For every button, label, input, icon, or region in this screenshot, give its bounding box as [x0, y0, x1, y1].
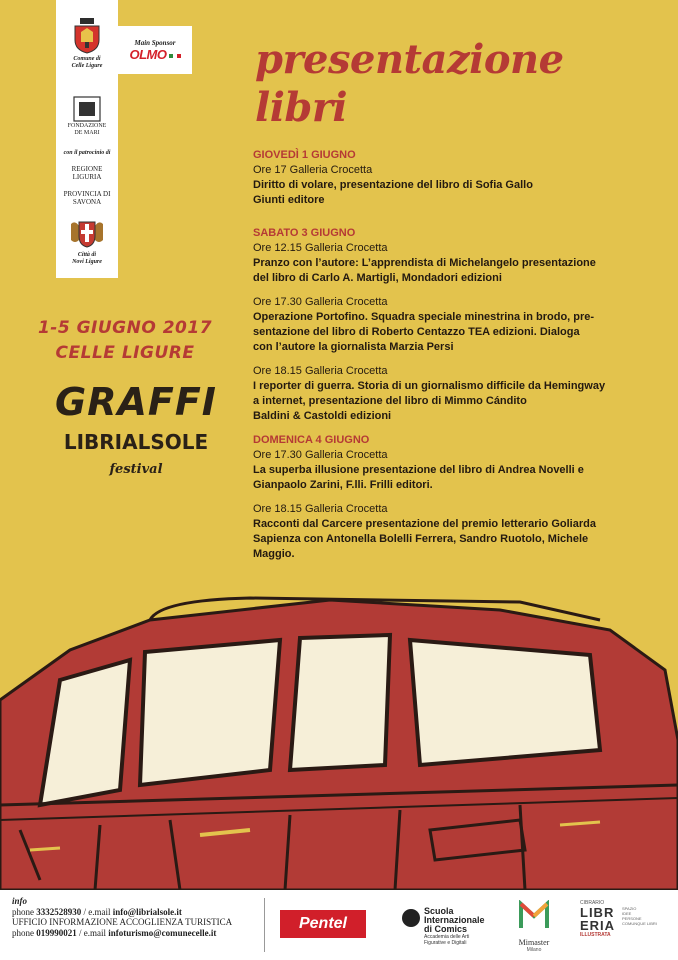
novi-ligure-crest-icon — [56, 218, 118, 253]
comics-subtitle: Accademia delle Arti Figurative e Digitali — [424, 934, 470, 946]
main-sponsor — [118, 26, 192, 74]
fondazione-label: FONDAZIONE DE MARI — [67, 123, 107, 136]
event-time: Ore 17.30 Galleria Crocetta — [253, 449, 388, 461]
headline-line2: libri — [255, 84, 348, 131]
italian-flag-icon — [169, 54, 181, 58]
info-label: info — [12, 896, 28, 906]
event-time: Ore 12.15 Galleria Crocetta — [253, 242, 388, 254]
provincia-label: PROVINCIA DI SAVONA — [63, 190, 111, 206]
phone-number[interactable]: 3332528930 — [36, 906, 82, 917]
event-title: con l’autore la giornalista Marzia Persi — [253, 341, 454, 353]
footer-divider — [264, 898, 265, 952]
patrocinio-label: con il patrocinio di — [63, 150, 111, 156]
festival-date-text: 1-5 GIUGNO 2017 — [37, 318, 213, 338]
event-title: Giunti editore — [253, 194, 325, 206]
event-title: Operazione Portofino. Squadra speciale minestrina in brodo, pre- — [253, 311, 595, 323]
sponsor-logo: OLMO — [118, 47, 192, 62]
event-time: Ore 18.15 Galleria Crocetta — [253, 503, 388, 515]
event-title: Diritto di volare, presentazione del libro di Sofia Gallo — [253, 179, 533, 191]
car-illustration — [0, 580, 678, 890]
mimaster-name: Mimaster — [518, 938, 550, 947]
day-heading: DOMENICA 4 GIUGNO — [253, 434, 370, 446]
program-list — [253, 148, 633, 562]
event-title: Maggio. — [253, 548, 295, 560]
event-title: La superba illusione presentazione del libro di Andrea Novelli e — [253, 464, 584, 476]
email-label: / e.mail — [83, 906, 111, 917]
libreria-line2: ERIA — [580, 918, 616, 933]
event-title: Baldini & Castoldi edizioni — [253, 410, 392, 422]
event-time: Ore 17.30 Galleria Crocetta — [253, 296, 388, 308]
libreria-tagline: SPAZIO IDEE PERSONE COMUNQUE LIBRI — [622, 906, 657, 926]
day-heading: GIOVEDÌ 1 GIUGNO — [253, 149, 356, 161]
librialsole-logo: LIBRIALSOLE — [63, 430, 209, 454]
event-title: del libro di Carlo A. Martigli, Mondadori edizioni — [253, 272, 502, 284]
email-link[interactable]: info@librialsole.it — [112, 906, 182, 917]
mimaster-m-icon — [519, 900, 549, 930]
sponsor-label: Main Sponsor — [134, 39, 176, 47]
phone-label: phone — [12, 906, 34, 917]
festival-word: festival — [109, 462, 163, 477]
comics-name: Scuola Internazionale di Comics — [424, 906, 485, 934]
libreria-illustrata-logo — [580, 900, 672, 938]
headline-line1: presentazione — [255, 36, 564, 83]
comics-mark-icon — [402, 909, 420, 927]
mimaster-city: Milano — [526, 947, 542, 953]
celle-ligure-crest-icon — [56, 18, 118, 59]
citta-label: Città di Novi Ligure — [72, 252, 102, 265]
pentel-logo: Pentel — [280, 910, 366, 938]
email-label: / e.mail — [79, 927, 106, 938]
event-title: Sapienza con Antonella Bolelli Ferrera, Sandro Ruotolo, Michele — [253, 533, 589, 545]
libreria-top: CIBRARIO — [580, 900, 605, 906]
event-title: sentazione del libro di Roberto Centazzo TEA edizioni. Dialoga — [253, 326, 580, 338]
email-link[interactable]: infoturismo@comunecelle.it — [108, 927, 217, 938]
footer — [0, 890, 678, 960]
phone-label: phone — [12, 927, 34, 938]
comune-label: Comune di Celle Ligure — [71, 56, 103, 69]
event-title: a internet, presentazione del libro di Mimmo Cándito — [253, 395, 527, 407]
libreria-line1: LIBR — [580, 905, 615, 920]
mimaster-logo — [512, 900, 556, 953]
event-title: Gianpaolo Zarini, F.lli. Frilli editori. — [253, 479, 433, 491]
event-title: I reporter di guerra. Storia di un giornalismo difficile da Hemingway — [253, 380, 606, 392]
contact-info — [12, 896, 262, 938]
patrons-panel — [56, 0, 118, 278]
office-name: UFFICIO INFORMAZIONE ACCOGLIENZA TURISTICA — [12, 917, 233, 927]
festival-place: CELLE LIGURE — [55, 343, 195, 363]
graffi-logo: GRAFFI — [55, 380, 217, 424]
event-time: Ore 17 Galleria Crocetta — [253, 164, 373, 176]
libreria-bottom: ILLUSTRATA — [580, 932, 611, 938]
festival-dates — [20, 316, 230, 366]
headline — [255, 36, 564, 132]
event-time: Ore 18.15 Galleria Crocetta — [253, 365, 388, 377]
event-title: Racconti dal Carcere presentazione del premio letterario Goliarda — [253, 518, 596, 530]
phone-number[interactable]: 019990021 — [36, 927, 77, 938]
regione-label: REGIONE LIGURIA — [71, 165, 103, 181]
day-heading: SABATO 3 GIUGNO — [253, 227, 356, 239]
event-title: Pranzo con l’autore: L’apprendista di Michelangelo presentazione — [253, 257, 596, 269]
